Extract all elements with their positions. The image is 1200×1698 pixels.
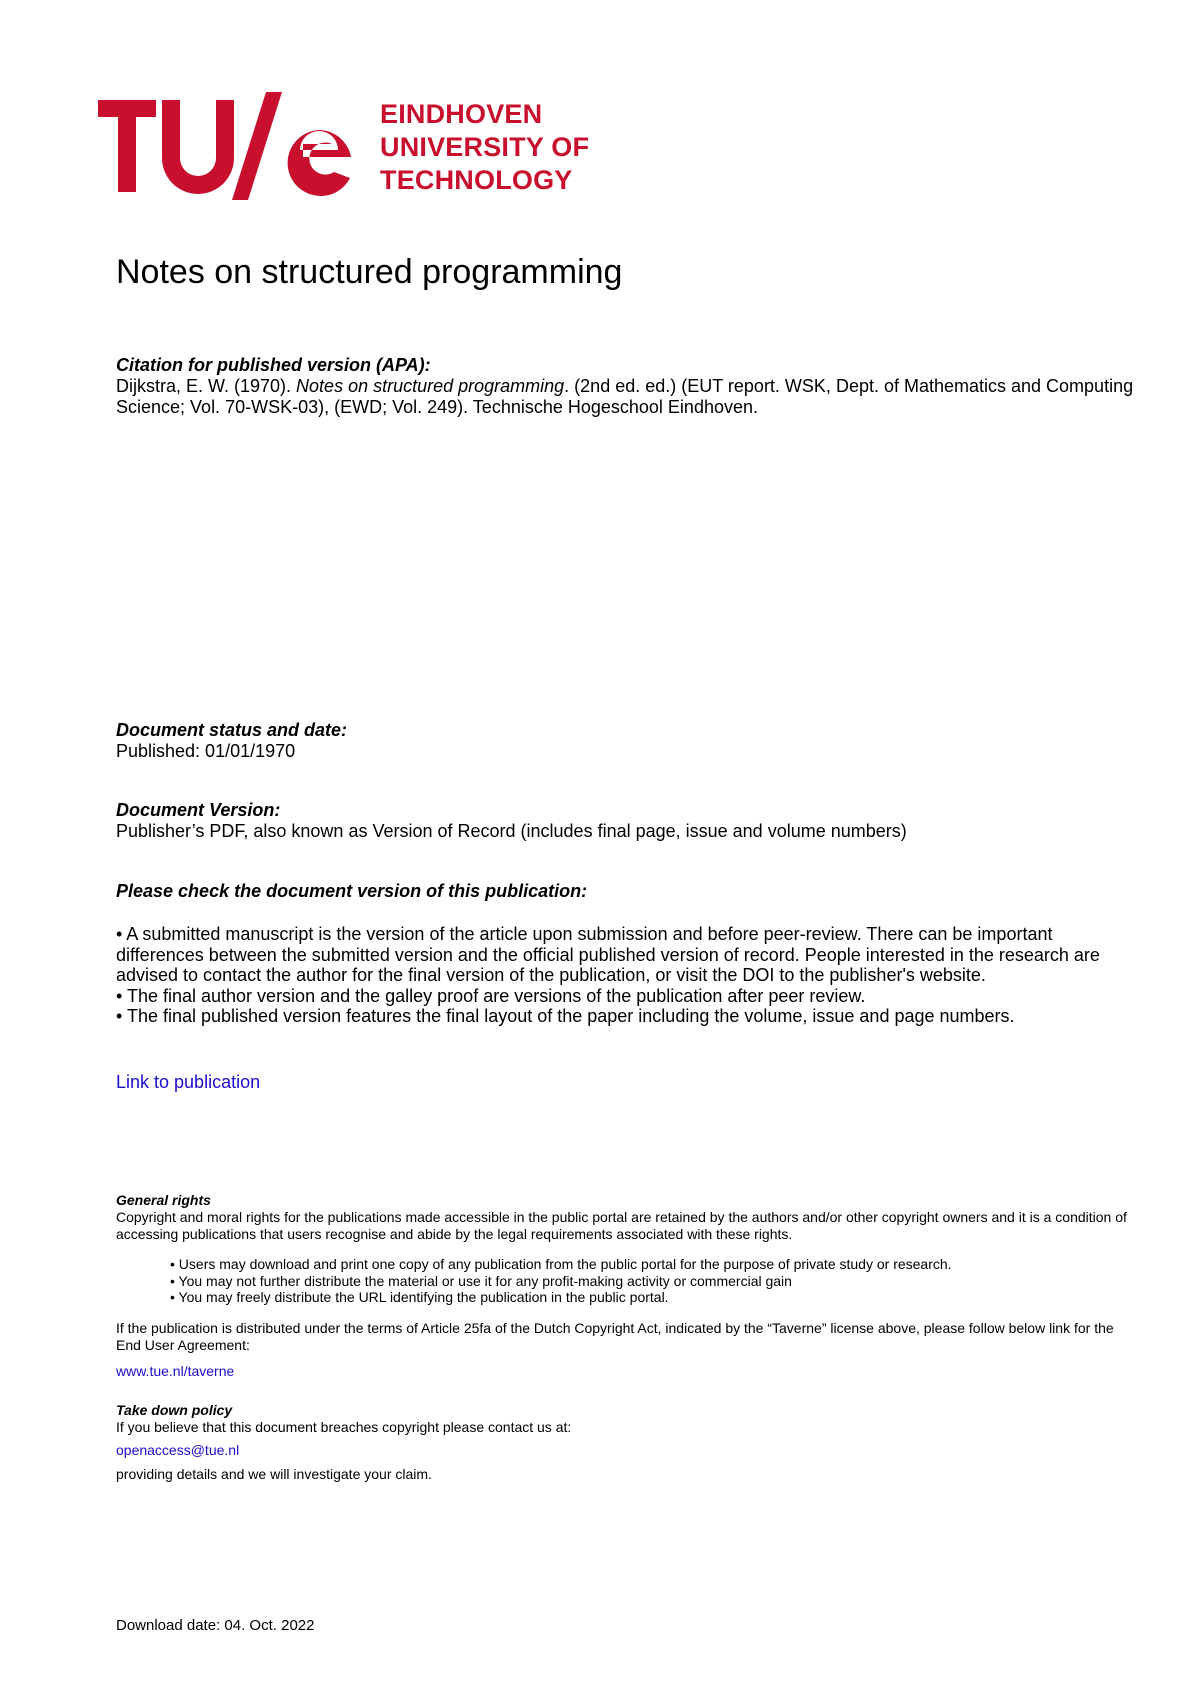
general-rights-text: Copyright and moral rights for the publications made accessible in the public portal are retained by the authors and/or other copyright owners and it is a condition of accessing publications that users recognise and abide by the legal requirements associated with these rights. <box>116 1209 1127 1242</box>
version-text: Publisher’s PDF, also known as Version of Record (includes final page, issue and volume numbers) <box>116 821 907 841</box>
takedown-text: If you believe that this document breaches copyright please contact us at: <box>116 1419 572 1435</box>
citation-text-end: . (2nd ed. ed.) (EUT report. WSK, Dept. of Mathematics and Computing Science; Vol. 70-WSK-03), (EWD; Vol. 249). Technische Hogeschool Eindhoven. <box>116 376 1134 417</box>
rights-list-item: • You may not further distribute the material or use it for any profit-making activity or commercial gain <box>170 1272 792 1289</box>
takedown-closing-text: providing details and we will investigate your claim. <box>116 1466 432 1482</box>
university-name-line-2: UNIVERSITY OF <box>380 132 590 162</box>
taverne-link[interactable]: www.tue.nl/taverne <box>116 1363 235 1379</box>
university-name-line-3: TECHNOLOGY <box>380 165 573 195</box>
check-version-item: • A submitted manuscript is the version of the article upon submission and before peer-review. There can be important differences between the submitted version and the official published version of record. People interested in the research are advised to contact the author for the final version of the publication, or visit the DOI to the publisher's website. <box>116 924 1100 985</box>
check-version-heading: Please check the document version of this publication: <box>116 881 588 901</box>
check-version-list <box>116 924 1116 1027</box>
general-rights-heading: General rights <box>116 1192 211 1208</box>
openaccess-email-link[interactable]: openaccess@tue.nl <box>116 1442 240 1458</box>
rights-list-item: • Users may download and print one copy of any publication from the public portal for the purpose of private study or research. <box>170 1256 952 1272</box>
citation-title-italic: Notes on structured programming <box>296 376 565 396</box>
check-version-section <box>116 880 1116 1027</box>
general-rights-section <box>116 1192 1136 1242</box>
university-name <box>380 98 589 197</box>
status-text: Published: 01/01/1970 <box>116 741 296 761</box>
university-name-line-1: EINDHOVEN <box>380 99 543 129</box>
citation-heading: Citation for published version (APA): <box>116 355 431 375</box>
publication-link[interactable]: Link to publication <box>116 1072 261 1092</box>
status-section <box>116 719 1136 762</box>
check-version-item: • The final published version features the final layout of the paper including the volume, issue and page numbers. <box>116 1006 1015 1026</box>
citation-text <box>116 376 1136 417</box>
rights-list <box>170 1256 1130 1306</box>
takedown-heading: Take down policy <box>116 1402 233 1418</box>
document-title: Notes on structured programming <box>116 253 623 291</box>
check-version-item: • The final author version and the galley proof are versions of the publication after peer review. <box>116 985 866 1006</box>
tue-logo-mark <box>98 92 358 204</box>
rights-list-item: • You may freely distribute the URL identifying the publication in the public portal. <box>170 1289 669 1305</box>
download-date: Download date: 04. Oct. 2022 <box>116 1617 315 1634</box>
citation-section <box>116 354 1136 417</box>
version-heading: Document Version: <box>116 800 281 820</box>
version-section <box>116 799 1136 842</box>
takedown-section <box>116 1402 1136 1436</box>
citation-text-start: Dijkstra, E. W. (1970). <box>116 376 297 396</box>
taverne-text: If the publication is distributed under the terms of Article 25fa of the Dutch Copyright Act, indicated by the “Taverne” license above, please follow below link for the End User Agreement: <box>116 1320 1114 1353</box>
status-heading: Document status and date: <box>116 720 348 740</box>
